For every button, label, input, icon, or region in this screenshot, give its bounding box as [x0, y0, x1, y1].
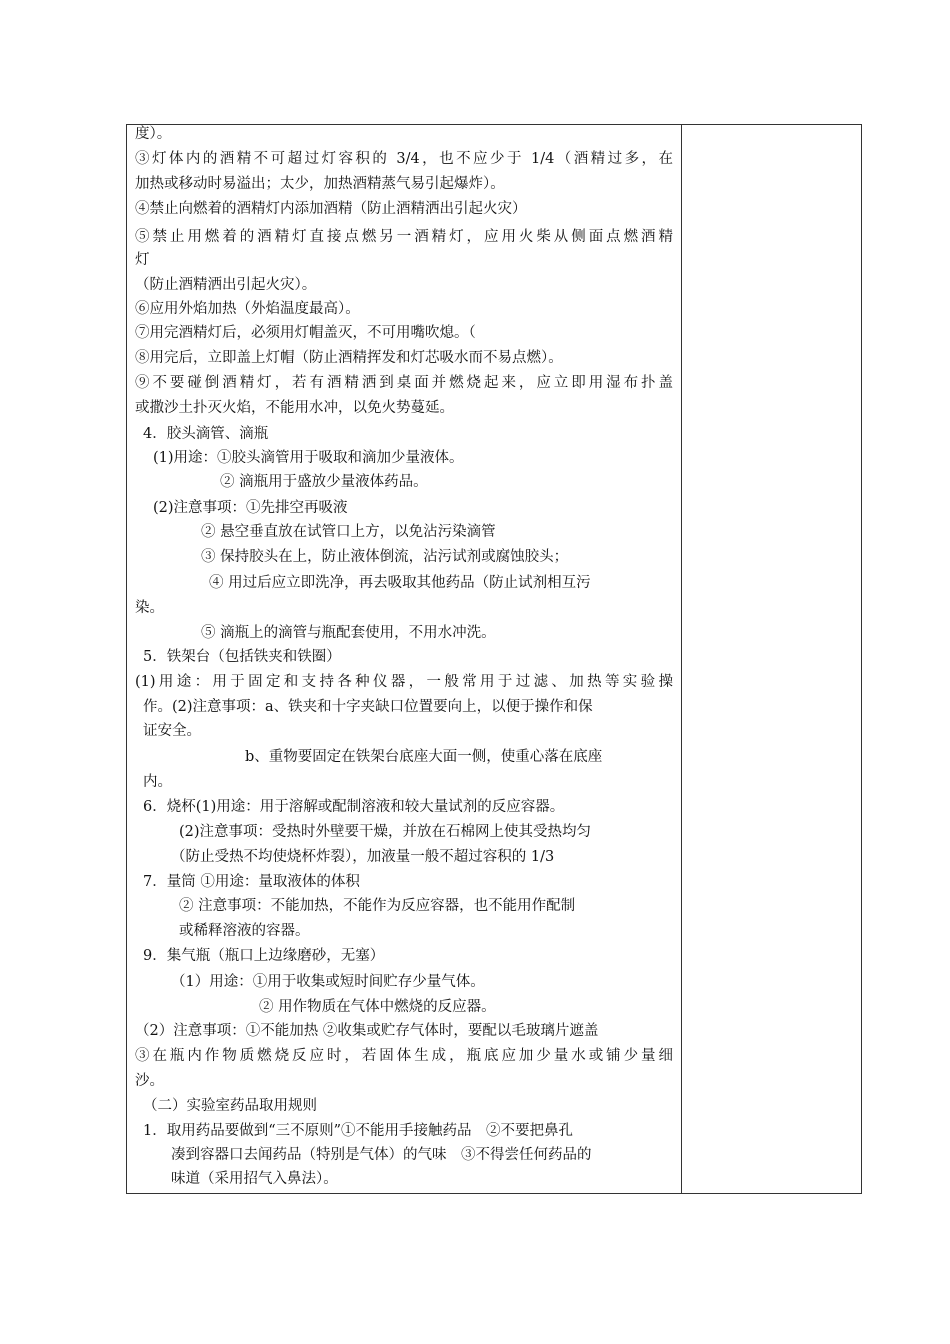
section-heading: 5．铁架台（包括铁夹和铁圈） — [143, 649, 341, 665]
text-line: 凑到容器口去闻药品（特别是气体）的气味 ③不得尝任何药品的 — [171, 1147, 592, 1163]
section-heading: 7．量筒 ①用途：量取液体的体积 — [143, 874, 360, 890]
text-line: ② 注意事项：不能加热，不能作为反应容器，也不能用作配制 — [179, 898, 576, 914]
text-line: 沙。 — [135, 1073, 164, 1089]
text-line: （2）注意事项：①不能加热 ②收集或贮存气体时，要配以毛玻璃片遮盖 — [135, 1023, 599, 1039]
text-line: ④ 用过后应立即洗净，再去吸取其他药品（防止试剂相互污 — [209, 575, 591, 591]
main-content-cell — [127, 125, 681, 1193]
text-line: b、重物要固定在铁架台底座大面一侧，使重心落在底座 — [245, 749, 603, 765]
text-line: ③灯体内的酒精不可超过灯容积的 3/4，也不应少于 1/4（酒精过多，在 — [135, 151, 673, 167]
text-line: ④禁止向燃着的酒精灯内添加酒精（防止酒精洒出引起火灾） — [135, 201, 527, 217]
section-heading: 6．烧杯(1)用途：用于溶解或配制溶液和较大量试剂的反应容器。 — [143, 799, 565, 815]
section-heading: 4．胶头滴管、滴瓶 — [143, 426, 269, 442]
text-line: ② 滴瓶用于盛放少量液体药品。 — [220, 474, 428, 490]
text-line: （防止酒精洒出引起火灾）。 — [135, 277, 317, 293]
text-line: (2)注意事项：①先排空再吸液 — [153, 500, 348, 516]
text-line: 染。 — [135, 600, 164, 616]
section-heading: 9．集气瓶（瓶口上边缘磨砂，无塞） — [143, 948, 385, 964]
text-line: ⑥应用外焰加热（外焰温度最高）。 — [135, 301, 360, 317]
text-line: 内。 — [143, 774, 172, 790]
text-line: ⑤禁止用燃着的酒精灯直接点燃另一酒精灯，应用火柴从侧面点燃酒精 — [135, 229, 673, 245]
text-line: ② 悬空垂直放在试管口上方，以免沾污染滴管 — [201, 524, 496, 540]
text-line: 作。(2)注意事项：a、铁夹和十字夹缺口位置要向上，以便于操作和保 — [143, 699, 593, 715]
text-line: ⑧用完后，立即盖上灯帽（防止酒精挥发和灯芯吸水而不易点燃）。 — [135, 350, 563, 366]
text-line: ③ 保持胶头在上，防止液体倒流，沾污试剂或腐蚀胶头； — [201, 549, 569, 565]
text-line: (2)注意事项：受热时外壁要干燥，并放在石棉网上使其受热均匀 — [179, 824, 592, 840]
content-table — [126, 124, 862, 1194]
text-line: (1)用途：用于固定和支持各种仪器，一般常用于过滤、加热等实验操 — [135, 674, 673, 690]
text-line: 度）。 — [135, 126, 172, 142]
text-line: ⑤ 滴瓶上的滴管与瓶配套使用，不用水冲洗。 — [201, 625, 496, 641]
section-heading: （二）实验室药品取用规则 — [143, 1098, 317, 1114]
text-line: 味道（采用招气入鼻法）。 — [171, 1171, 338, 1187]
text-line: 1．取用药品要做到“三不原则”①不能用手接触药品 ②不要把鼻孔 — [143, 1123, 574, 1139]
text-line: （1）用途：①用于收集或短时间贮存少量气体。 — [171, 974, 485, 990]
text-line: ⑦用完酒精灯后，必须用灯帽盖灭，不可用嘴吹熄。（ — [135, 325, 476, 341]
text-line: ⑨不要碰倒酒精灯，若有酒精洒到桌面并燃烧起来，应立即用湿布扑盖 — [135, 375, 673, 391]
text-line: 加热或移动时易溢出；太少，加热酒精蒸气易引起爆炸）。 — [135, 176, 505, 192]
text-line: 或撒沙土扑灭火焰，不能用水冲，以免火势蔓延。 — [135, 400, 454, 416]
text-line: (1)用途：①胶头滴管用于吸取和滴加少量液体。 — [153, 450, 464, 466]
text-line: 证安全。 — [143, 723, 201, 739]
text-line: 灯 — [135, 252, 150, 268]
text-line: ② 用作物质在气体中燃烧的反应器。 — [259, 999, 496, 1015]
text-line: ③在瓶内作物质燃烧反应时，若固体生成，瓶底应加少量水或铺少量细 — [135, 1048, 673, 1064]
text-line: 或稀释溶液的容器。 — [179, 923, 310, 939]
notes-cell — [682, 125, 861, 1193]
text-line: （防止受热不均使烧杯炸裂），加液量一般不超过容积的 1/3 — [171, 849, 555, 865]
